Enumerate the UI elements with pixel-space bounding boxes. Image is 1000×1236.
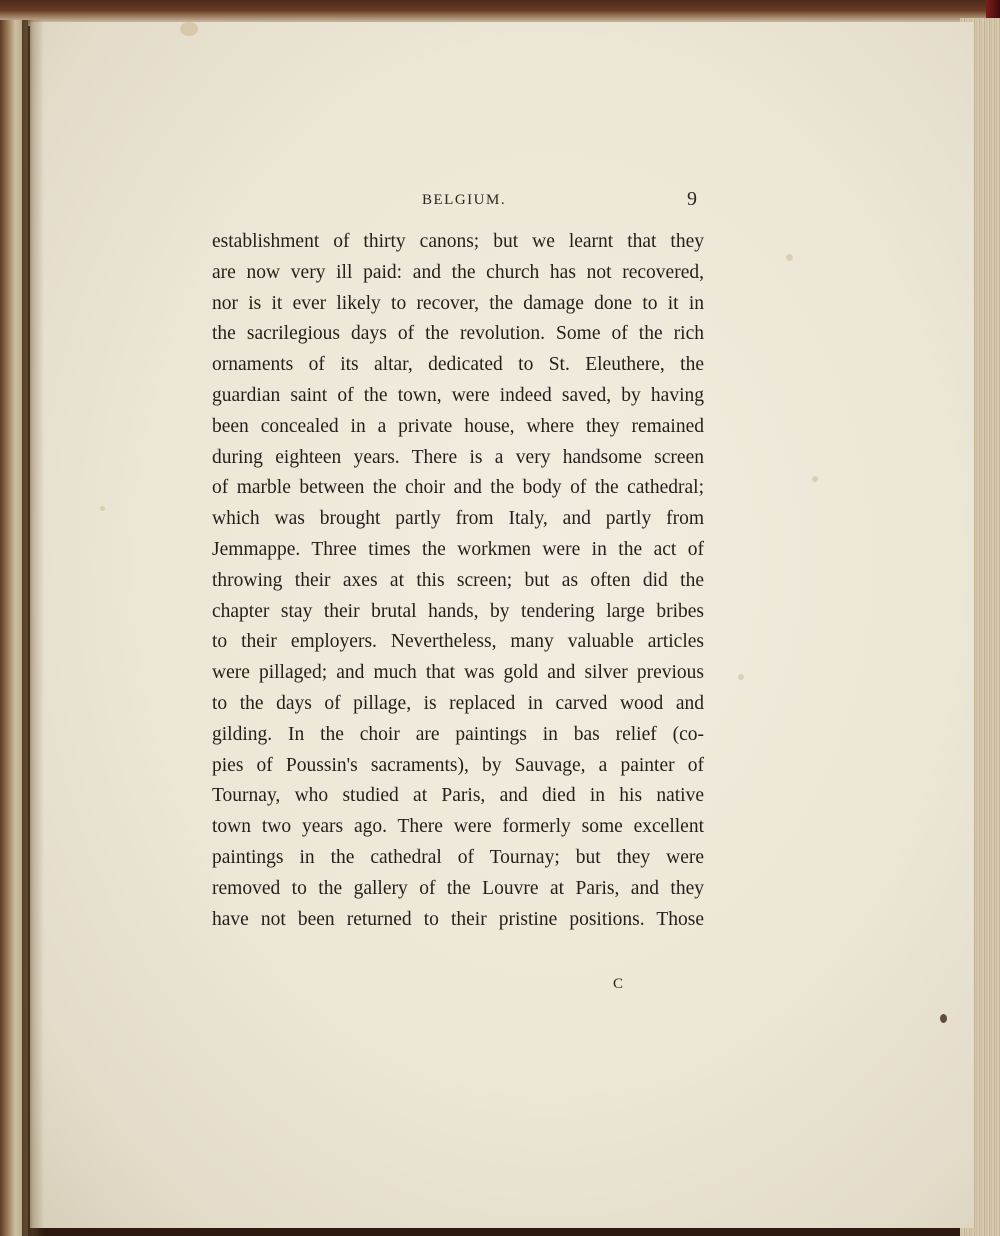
text-line: ornaments of its altar, dedicated to St. Eleuthere, the	[212, 354, 704, 376]
text-line: to their employers. Nevertheless, many valuable articles	[212, 631, 704, 653]
text-line: town two years ago. There were formerly some excellent	[212, 816, 704, 838]
foxing-spot	[940, 1014, 947, 1023]
text-line: chapter stay their brutal hands, by tendering large bribes	[212, 600, 704, 622]
text-line: removed to the gallery of the Louvre at Paris, and they	[212, 877, 704, 899]
text-line: Jemmappe. Three times the workmen were in the act of	[212, 538, 704, 560]
text-line: have not been returned to their pristine positions. Those	[212, 908, 704, 930]
text-line: of marble between the choir and the body of the cathedral;	[212, 477, 704, 499]
text-line: are now very ill paid: and the church has not recovered,	[212, 261, 704, 283]
text-line: Tournay, who studied at Paris, and died in his native	[212, 785, 704, 807]
text-line: pies of Poussin's sacraments), by Sauvage, a painter of	[212, 754, 704, 776]
signature-mark: C	[613, 976, 625, 992]
text-line: paintings in the cathedral of Tournay; but they were	[212, 846, 704, 868]
foxing-spot	[812, 476, 818, 482]
text-line: during eighteen years. There is a very handsome screen	[212, 446, 704, 468]
foxing-spot	[738, 674, 744, 680]
page-number: 9	[687, 188, 697, 210]
foxing-spot	[180, 22, 198, 36]
text-line: to the days of pillage, is replaced in carved wood and	[212, 692, 704, 714]
text-line: guardian saint of the town, were indeed saved, by having	[212, 384, 704, 406]
running-head: BELGIUM.	[422, 192, 507, 208]
text-line: which was brought partly from Italy, and partly from	[212, 508, 704, 530]
text-line: the sacrilegious days of the revolution. Some of the rich	[212, 323, 704, 345]
text-line: gilding. In the choir are paintings in bas relief (co-	[212, 723, 704, 745]
text-line: were pillaged; and much that was gold and silver previous	[212, 662, 704, 684]
text-line: establishment of thirty canons; but we learnt that they	[212, 231, 704, 252]
foxing-spot	[786, 254, 793, 261]
text-line: nor is it ever likely to recover, the damage done to it in	[212, 292, 704, 314]
text-line: throwing their axes at this screen; but as often did the	[212, 569, 704, 591]
foxing-spot	[100, 506, 105, 511]
book-page	[30, 22, 975, 1228]
gutter-shadow	[22, 20, 44, 1236]
body-text	[212, 227, 704, 935]
text-line: been concealed in a private house, where they remained	[212, 415, 704, 437]
